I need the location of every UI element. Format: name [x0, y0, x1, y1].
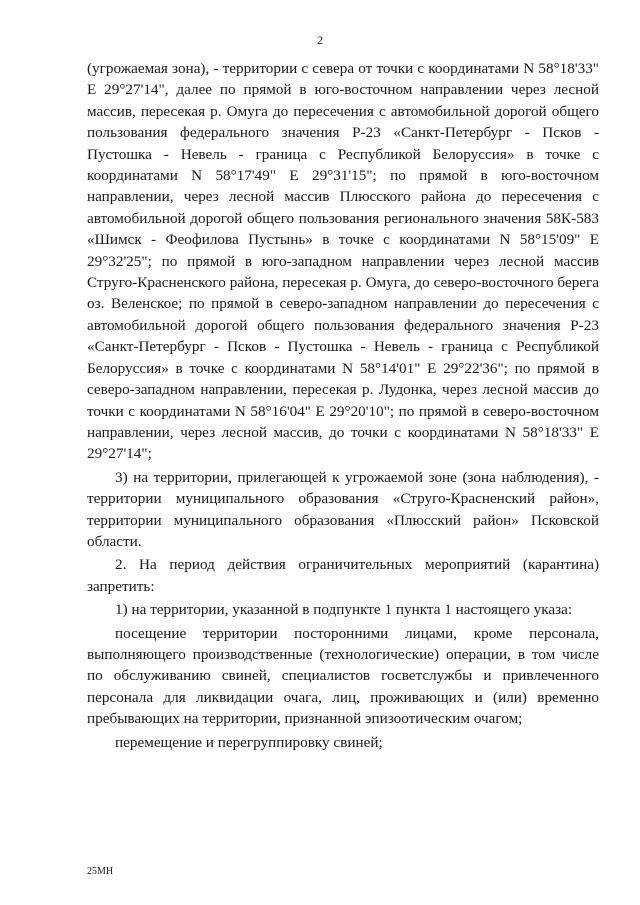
paragraph-threatened-zone: (угрожаемая зона), - территории с севера от точки с координатами N 58°18'33" E 29°27'14", далее по прямой в юго-восточном направлении через лесной массив, пересекая р. Омуга до пересечения с автомобильной дорогой общего пользования федерального значения Р-23 «Санкт-Петербург - Псков - Пустошка - Невель - граница с Республикой Белоруссия» в точке с координатами N 58°17'49" E 29°31'15"; по прямой в юго-восточном направлении, через лесной массив Плюсского района до пересечения с автомобильной дорогой общего пользования регионального значения 58К-583 «Шимск - Феофилова Пустынь» в точке с координатами N 58°15'09" E 29°32'25"; по прямой в юго-западном направлении через лесной массив Струго-Красненского района, пересекая р. Омуга, до северо-восточного берега оз. Веленское; по прямой в северо-западном направлении до пересечения с автомобильной дорогой общего пользования федерального значения Р-23 «Санкт-Петербург - Псков - Пустошка - Невель - граница с Республикой Белоруссия» в точке с координатами N 58°14'01" E 29°22'36"; по прямой в северо-западном направлении, пересекая р. Лудонка, через лесной массив до точки с координатами N 58°16'04" E 29°20'10"; по прямой в северо-восточном направлении, через лесной массив, до точки с координатами N 58°18'33" E 29°27'14"; — [87, 60, 599, 463]
paragraph-observation-zone: 3) на территории, прилегающей к угрожаемой зоне (зона наблюдения), - территории муниципального образования «Струго-Красненский район», территории муниципального образования «Плюсский район» Псковской области. — [87, 468, 599, 550]
paragraph-pig-movement: перемещение и перегруппировку свиней; — [115, 733, 383, 751]
paragraph-subpoint-1: 1) на территории, указанной в подпункте 1 пункта 1 настоящего указа: — [115, 601, 573, 619]
footer-code: 25МН — [87, 866, 114, 877]
page-number: 2 — [317, 33, 323, 47]
paragraph-prohibit-heading: 2. На период действия ограничительных мероприятий (карантина) запретить: — [87, 556, 599, 595]
document-body — [87, 58, 599, 753]
paragraph-visit-restriction: посещение территории посторонними лицами, кроме персонала, выполняющего производственные (технологические) операции, в том числе по обслуживанию свиней, специалистов госветслужбы и привлеченного персонала для ликвидации очага, лиц, проживающих и (или) временно пребывающих на территории, признанной эпизоотическим очагом; — [87, 624, 599, 728]
